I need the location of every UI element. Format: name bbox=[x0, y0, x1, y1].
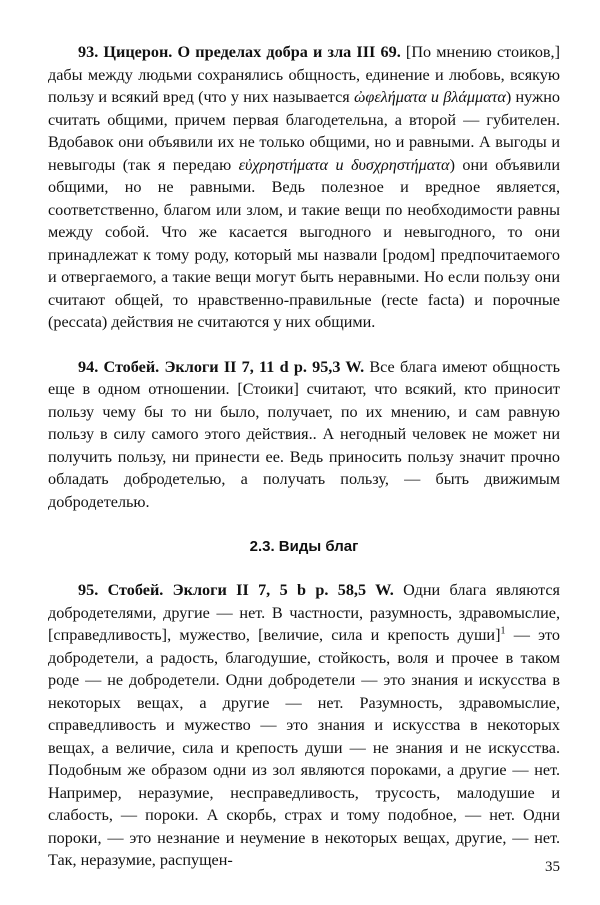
paragraph-text: ) они объявили общими, но не равными. Ведь полезное и вредное является, соответственно, благом или злом, и такие вещи по необходимости равны между собой. Что же касается выгодного и невыгодного, то они принадлежат к тому роду, который мы назвали [родом] предпочитаемого и отвергаемого, а такие вещи могут быть неравными. Но если пользу они считают общей, то нравственно-правильные (recte facta) и порочные (peccata) действия не считаются у них общими. bbox=[48, 155, 560, 331]
page-number: 35 bbox=[545, 859, 560, 875]
paragraph-text: Все блага имеют общность еще в одном отношении. [Стоики] считают, что всякий, кто приносит пользу чему бы то ни было, получает, по их мнению, и сам равную пользу в силу самого этого действия.. А негодный человек не может ни получить пользу, ни принести ее. Ведь приносить пользу значит прочно обладать добродетелью, а получать пользу, — быть движимым добродетелью. bbox=[48, 357, 560, 511]
paragraph-text: [По мнению стоиков,] дабы между людьми сохранялись общность, единение и любовь, всякую пользу и всякий вред (что у них называется bbox=[48, 43, 560, 106]
greek-term: εὐχρηστήματα и δυσχρηστήματα bbox=[238, 155, 450, 174]
paragraph-text: Одни блага являются добродетелями, другие — нет. В частности, разумность, здравомыслие, [справедливость], мужество, [величие, сила и крепость души] bbox=[48, 581, 560, 644]
paragraph-text: ) нужно считать общими, причем первая благодетельна, а второй — губителен. Вдобавок они объявили их не только общими, но и равными. А выгоды и невыгоды (так я передаю bbox=[48, 88, 560, 174]
citation-ref: 94. Стобей. Эклоги II 7, 11 d p. 95,3 W. bbox=[78, 357, 365, 376]
paragraph-text: — это добродетели, а радость, благодушие, стойкость, воля и прочее в таком роде — не добродетели. Одни добродетели — это знания и искусства в некоторых вещах, а другие — нет. Разумность, здравомыслие, справедливость и мужество — это знания и искусства в некоторых вещах, а величие, сила и крепость души — не знания и не искусства. Подобным же образом одни из зол являются пороками, а другие — нет. Например, неразумие, несправедливость, трусость, малодушие и слабость, — пороки. А скорбь, страх и тому подобное, — нет. Одни пороки, — это незнание и неумение в некоторых вещах, другие, — нет. Так, неразумие, распущен- bbox=[48, 626, 560, 869]
footnote-marker: 1 bbox=[500, 625, 506, 637]
greek-term: ὠφελήματα и βλάμματα bbox=[353, 88, 506, 106]
page-content bbox=[48, 41, 560, 872]
citation-ref: 93. Цицерон. О пределах добра и зла III 69. bbox=[78, 43, 401, 61]
paragraph-93 bbox=[48, 41, 560, 334]
section-heading: 2.3. Виды благ bbox=[249, 538, 359, 555]
paragraph-94 bbox=[48, 356, 560, 514]
paragraph-95 bbox=[48, 579, 560, 872]
citation-ref: 95. Стобей. Эклоги II 7, 5 b p. 58,5 W. bbox=[78, 581, 394, 599]
